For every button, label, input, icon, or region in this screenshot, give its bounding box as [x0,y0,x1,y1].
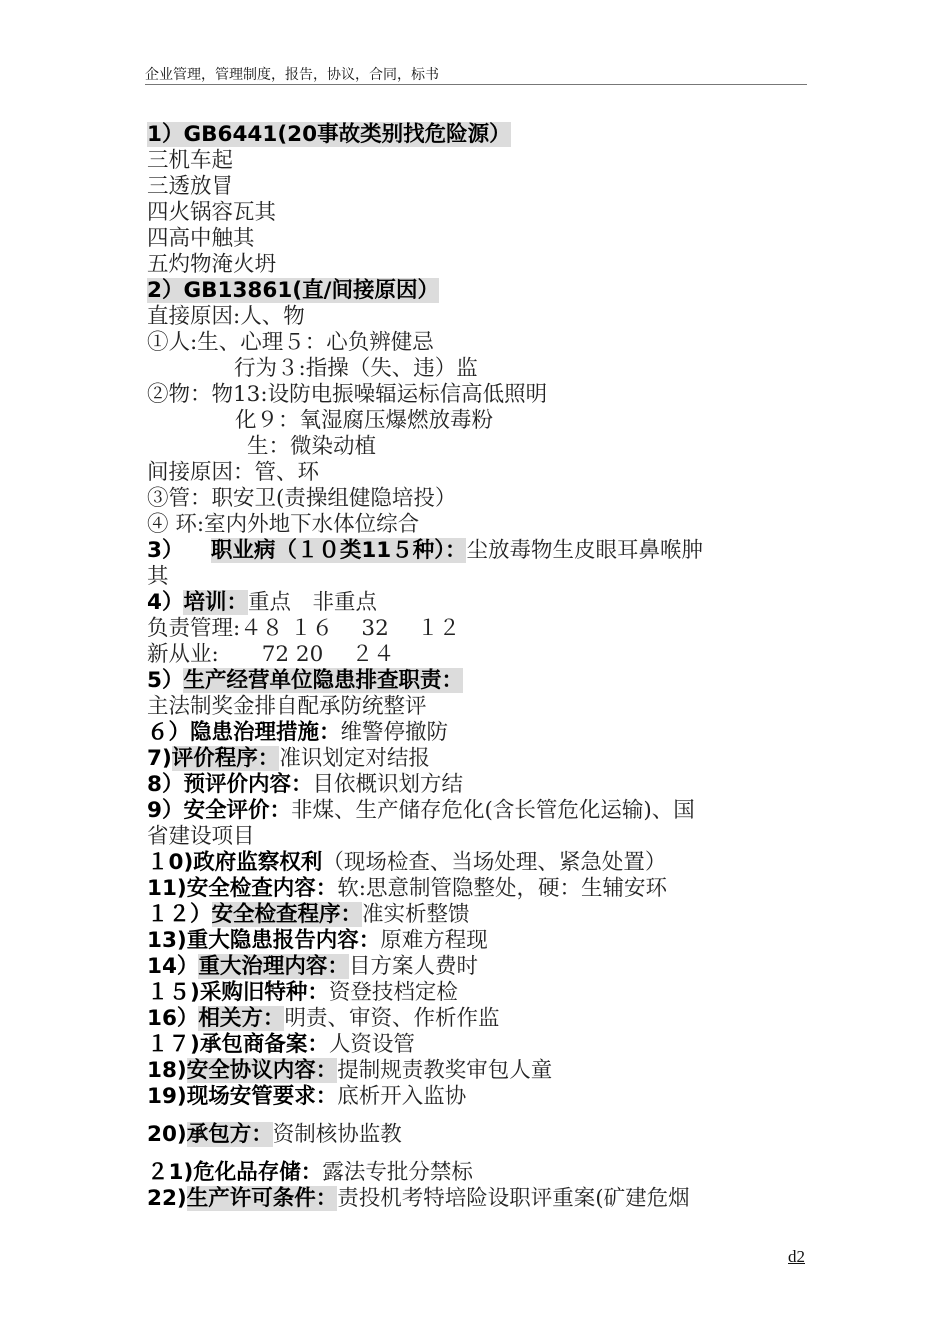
item-number: 5） [147,668,184,693]
line-2: 三机车起 [147,148,234,173]
item-text: 资登技档定检 [328,980,458,1005]
line-38 [147,1084,807,1110]
line-39 [147,1122,807,1148]
item-number: 19) [147,1084,187,1109]
item-number: 16） [147,1006,199,1031]
item-text: 原难方程现 [380,928,488,953]
line-12: 化９：氧湿腐压爆燃放毒粉 [235,408,494,433]
line-26 [147,772,807,798]
heading-site-requirements: 现场安管要求： [186,1084,338,1109]
page-header: 企业管理，管理制度，报告，协议，合同，标书 [145,67,439,83]
document-body [147,122,807,1212]
heading-procurement: 采购旧特种： [199,980,329,1005]
line-23: 主法制奖金排自配承防统整评 [147,694,427,719]
item-number: １２） [147,902,212,927]
heading-contractor-filing: 承包商备案： [199,1032,329,1057]
item-number: 22) [147,1186,187,1211]
item-text: 提制规责教奖审包人童 [337,1058,553,1083]
line-17 [147,538,807,564]
line-33 [147,954,807,980]
line-24 [147,720,807,746]
line-40 [147,1160,807,1186]
heading-hazard-measures: 隐患治理措施： [190,720,341,745]
line-7 [147,278,807,304]
item-number: ６） [147,720,191,745]
item-number: ２1) [147,1160,194,1185]
line-34 [147,980,807,1006]
line-1 [147,122,807,148]
page-number: d2 [788,1247,805,1266]
item-text: 尘放毒物生皮眼耳鼻喉肿 [466,538,703,563]
item-number: 4） [147,590,184,615]
header-divider [145,84,807,85]
heading-pre-evaluation: 预评价内容： [183,772,313,797]
heading-evaluation-procedure: 评价程序： [171,746,280,771]
item-text: 软:思意制管隐整处，硬：生辅安环 [337,876,668,901]
line-10: 行为３:指操（失、违）监 [234,356,478,381]
heading-inspection-content: 安全检查内容： [186,876,338,901]
line-8: 直接原因:人、物 [147,304,305,329]
line-27 [147,798,807,824]
item-number: 18) [147,1058,187,1083]
item-text: 责投机考特培险设职评重案(矿建危烟 [337,1186,690,1211]
item-number: 3） [147,538,184,563]
line-13: 生：微染动植 [247,434,377,459]
heading-safety-evaluation: 安全评价： [183,798,291,823]
line-9: ①人:生、心理５：心负辨健忌 [147,330,434,355]
heading-government-rights: 政府监察权利 [193,850,323,875]
item-number: 20) [147,1122,187,1147]
line-35 [147,1006,807,1032]
line-6: 五灼物淹火坍 [147,252,277,277]
heading-safety-agreement: 安全协议内容： [186,1058,338,1083]
item-text: 维警停撤防 [340,720,449,745]
line-37 [147,1058,807,1084]
item-text: 准实析整馈 [362,902,470,927]
line-32 [147,928,807,954]
item-text: 目方案人费时 [348,954,478,979]
item-number: １５) [147,980,200,1005]
heading-hazchem-storage: 危化品存储： [193,1160,323,1185]
line-11: ②物：物13:设防电振噪辐运标信高低照明 [147,382,548,407]
heading-major-hazard-report: 重大隐患报告内容： [186,928,381,953]
item-number: 9） [147,798,184,823]
line-18: 其 [147,564,169,589]
line-41 [147,1186,807,1212]
item-number: 7) [147,746,172,771]
line-29 [147,850,807,876]
item-number: 8） [147,772,184,797]
line-4: 四火锅容瓦其 [147,200,277,225]
heading-contractor: 承包方： [186,1122,273,1147]
item-text: 重点 非重点 [247,590,377,615]
item-text: 底析开入监协 [337,1084,467,1109]
line-5: 四高中触其 [147,226,255,251]
item-text: 非煤、生产储存危化(含长管危化运输)、国 [290,798,695,823]
item-text: 人资设管 [328,1032,415,1057]
line-22 [147,668,807,694]
line-16: ④ 环:室内外地下水体位综合 [147,512,420,537]
line-14: 间接原因：管、环 [147,460,320,485]
line-20: 负责管理:４８ １６ 32 １２ [147,616,461,641]
heading-gb6441: 1）GB6441(20事故类别找危险源） [147,122,511,147]
line-31 [147,902,807,928]
heading-inspection-procedure: 安全检查程序： [211,902,363,927]
heading-occupational-disease: 职业病（１０类11５种）： [210,538,467,563]
heading-gb13861: 2）GB13861(直/间接原因） [147,278,439,303]
item-number: 11) [147,876,187,901]
line-15: ③管：职安卫(责操组健隐培投） [147,486,457,511]
line-36 [147,1032,807,1058]
item-number: １７) [147,1032,200,1057]
line-19 [147,590,807,616]
line-3: 三透放冒 [147,174,234,199]
item-number: １0) [147,850,194,875]
item-text: 露法专批分禁标 [322,1160,473,1185]
item-number: 14） [147,954,199,979]
item-text: 资制核协监教 [272,1122,402,1147]
line-28: 省建设项目 [147,824,255,849]
heading-related-parties: 相关方： [198,1006,285,1031]
heading-hazard-duties: 生产经营单位隐患排查职责： [183,668,463,693]
heading-major-governance: 重大治理内容： [198,954,349,979]
heading-training: 培训： [183,590,248,615]
item-number: 13) [147,928,187,953]
item-text: （现场检查、当场处理、紧急处置） [322,850,667,875]
line-30 [147,876,807,902]
line-21: 新从业: 72 20 ２４ [147,642,395,667]
line-25 [147,746,807,772]
item-text: 明责、审资、作析作监 [284,1006,500,1031]
heading-license-conditions: 生产许可条件： [186,1186,338,1211]
item-text: 准识划定对结报 [279,746,430,771]
item-text: 目依概识划方结 [312,772,463,797]
